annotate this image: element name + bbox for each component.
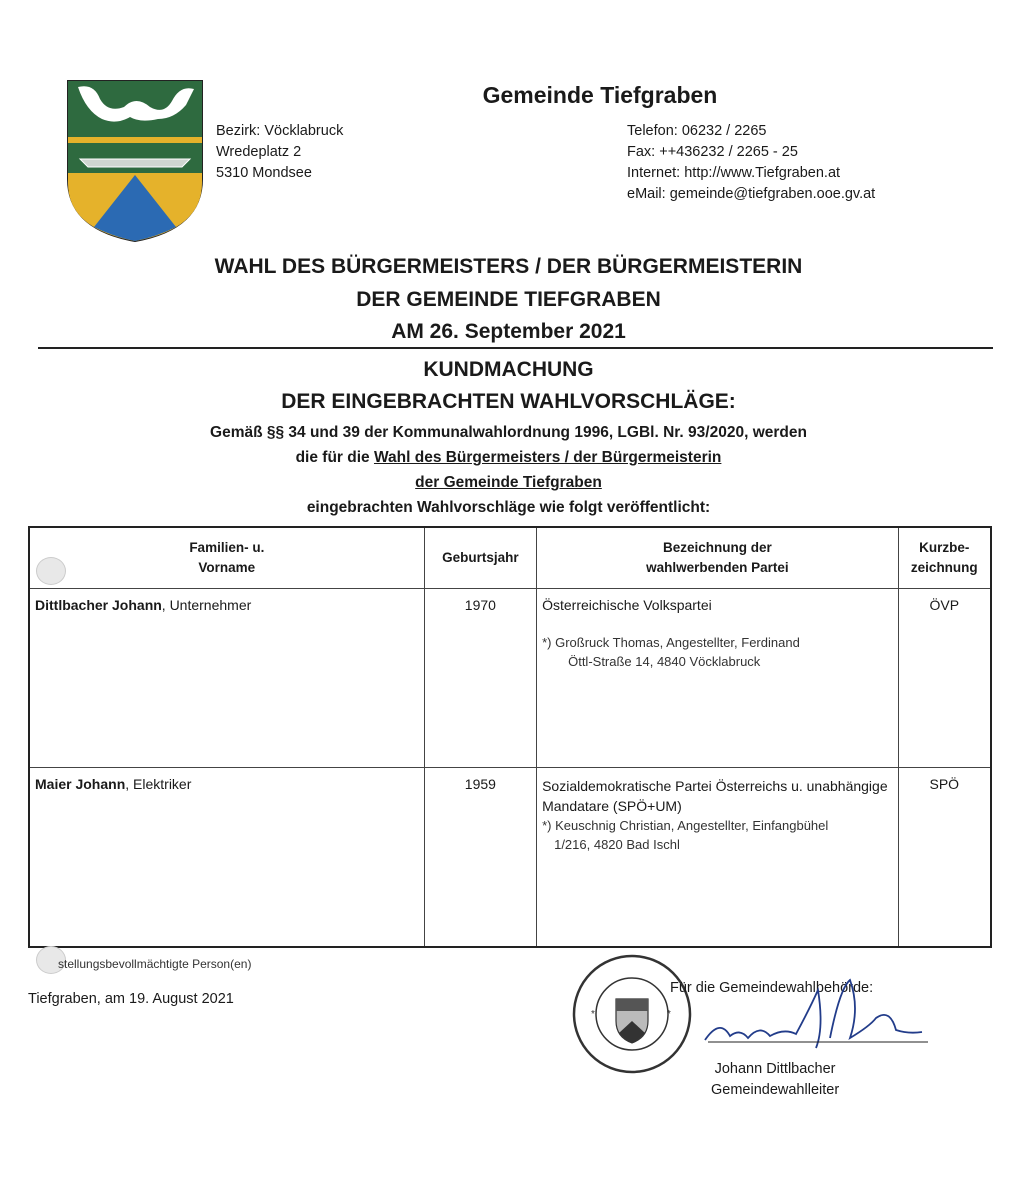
- legal-intro-line3: [0, 474, 1017, 492]
- header-birth-year: Geburtsjahr: [424, 527, 536, 589]
- contact-internet: Internet: http://www.Tiefgraben.at: [627, 165, 841, 181]
- candidate-party: Österreichische Volkspartei *) Großruck Thomas, Angestellter, Ferdinand Öttl-Straße 14, 4840 Vöcklabruck: [537, 589, 899, 768]
- signatory-role: Gemeindewahlleiter: [711, 1082, 840, 1098]
- header-name: Familien- u. Vorname: [29, 527, 424, 589]
- legal-intro-municipality: der Gemeinde Tiefgraben: [415, 474, 602, 491]
- table-row: [29, 589, 991, 768]
- signature-authority-label: Für die Gemeindewahlbehörde:: [670, 980, 874, 996]
- party-abbreviation: SPÖ: [898, 768, 991, 948]
- contact-email: eMail: gemeinde@tiefgraben.ooe.gv.at: [627, 186, 876, 202]
- header-abbreviation: Kurzbe- zeichnung: [898, 527, 991, 589]
- signatory-name: Johann Dittlbacher: [714, 1061, 836, 1077]
- official-stamp: [571, 953, 693, 1075]
- candidate-party: Sozialdemokratische Partei Österreichs u. unabhängige Mandatare (SPÖ+UM) *) Keuschnig Christian, Angestellter, Einfangbühel 1/216, 4820 Bad Ischl: [537, 768, 899, 948]
- legal-intro-prefix: die für die: [295, 449, 374, 466]
- address-city: 5310 Mondsee: [216, 165, 312, 181]
- candidate-name: Maier Johann, Elektriker: [29, 768, 424, 948]
- announcement-subheading: DER EINGEBRACHTEN WAHLVORSCHLÄGE:: [281, 390, 736, 413]
- address-street: Wredeplatz 2: [216, 144, 302, 160]
- municipality-name: Gemeinde Tiefgraben: [482, 82, 718, 108]
- table-header-row: [29, 527, 991, 589]
- candidate-birth-year: 1959: [424, 768, 536, 948]
- address-block: [216, 121, 343, 184]
- table-row: [29, 768, 991, 948]
- announcement-heading: KUNDMACHUNG: [423, 358, 594, 381]
- election-title-line2: DER GEMEINDE TIEFGRABEN: [356, 288, 661, 311]
- candidate-name: Dittlbacher Johann, Unternehmer: [29, 589, 424, 768]
- election-date: AM 26. September 2021: [391, 320, 626, 343]
- legal-intro-line4: eingebrachten Wahlvorschläge wie folgt veröffentlicht:: [306, 499, 711, 516]
- footnote-text: stellungsbevollmächtigte Person(en): [58, 957, 252, 971]
- address-district: Bezirk: Vöcklabruck: [216, 123, 344, 139]
- svg-text:*: *: [591, 1009, 595, 1020]
- coat-of-arms-logo: [66, 79, 204, 243]
- legal-intro-line1: Gemäß §§ 34 und 39 der Kommunalwahlordnung 1996, LGBl. Nr. 93/2020, werden: [210, 424, 807, 441]
- candidate-birth-year: 1970: [424, 589, 536, 768]
- issue-date: Tiefgraben, am 19. August 2021: [28, 991, 234, 1007]
- contact-block: [627, 121, 875, 205]
- signatory-block: [711, 1059, 839, 1101]
- contact-fax: Fax: ++436232 / 2265 - 25: [627, 144, 798, 160]
- legal-intro-election: Wahl des Bürgermeisters / der Bürgermeisterin: [373, 449, 722, 466]
- header-party: Bezeichnung der wahlwerbenden Partei: [537, 527, 899, 589]
- party-abbreviation: ÖVP: [898, 589, 991, 768]
- handwritten-signature: [700, 968, 930, 1058]
- nominations-table: [28, 526, 992, 948]
- contact-phone: Telefon: 06232 / 2265: [627, 123, 767, 139]
- title-divider: [38, 347, 993, 349]
- election-title-line1: WAHL DES BÜRGERMEISTERS / DER BÜRGERMEISTERIN: [214, 255, 803, 278]
- svg-text:*: *: [667, 1009, 671, 1020]
- punch-hole-mark: [36, 557, 66, 585]
- legal-intro-line2: [0, 449, 1017, 467]
